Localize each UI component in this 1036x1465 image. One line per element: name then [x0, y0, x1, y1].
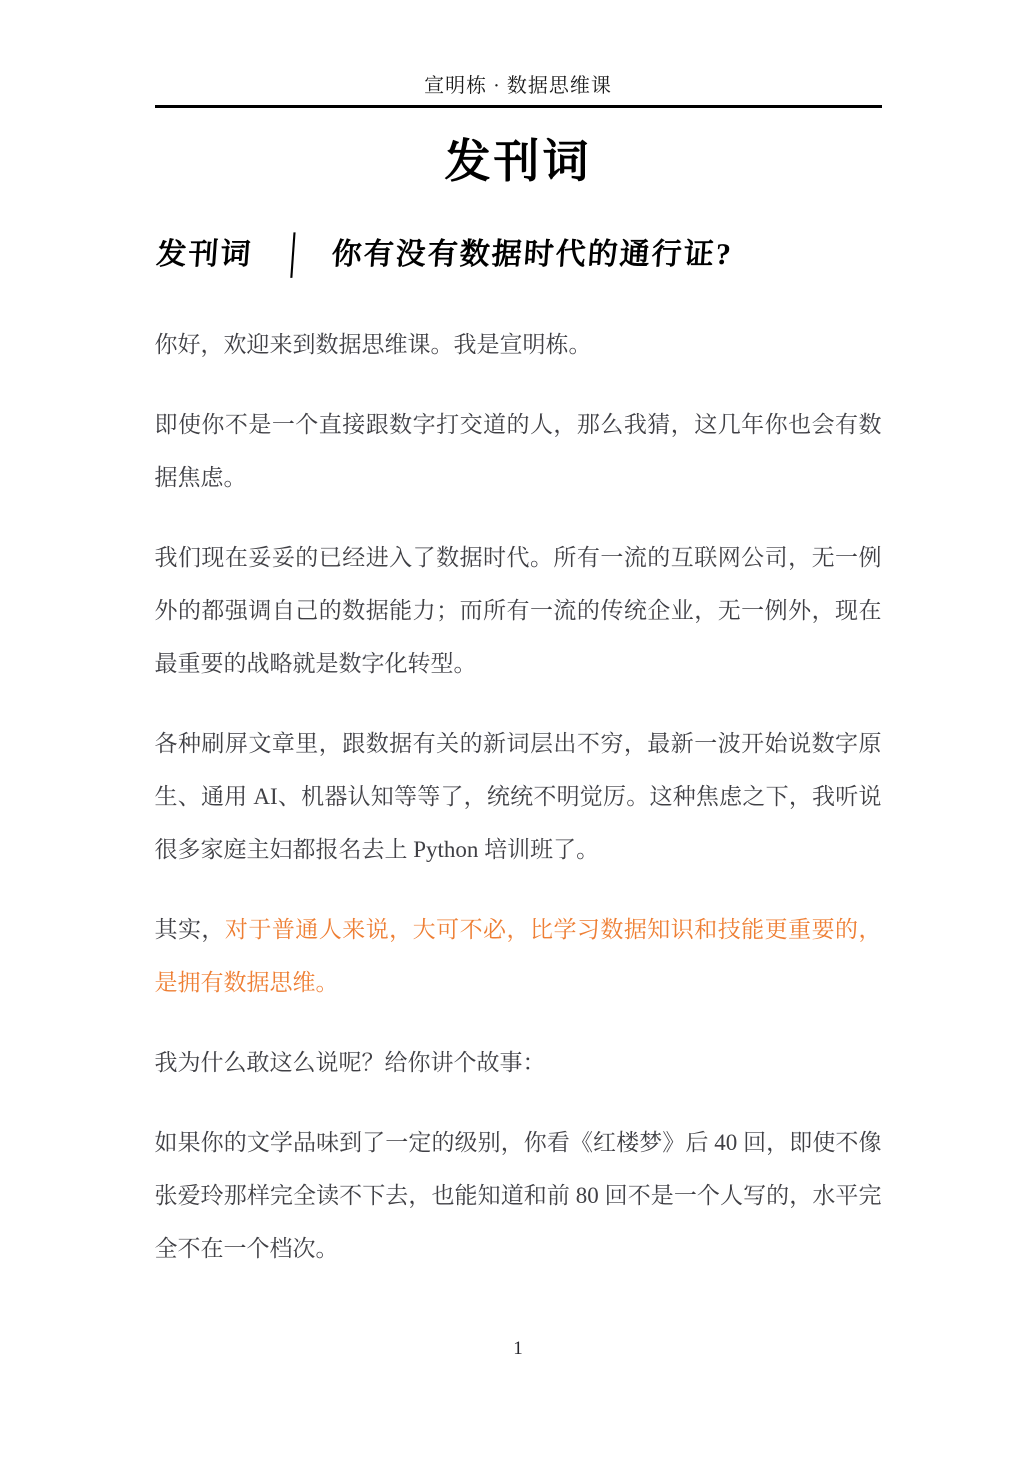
paragraph-5-highlighted-text: 对于普通人来说，大可不必，比学习数据知识和技能更重要的，是拥有数据思维。	[154, 917, 882, 995]
body-text	[155, 318, 882, 1275]
page-title: 发刊词	[444, 136, 592, 187]
section-heading-label: 发刊词	[154, 238, 254, 271]
paragraph-7: 如果你的文学品味到了一定的级别，你看《红楼梦》后 40 回，即使不像张爱玲那样完全读不下去，也能知道和前 80 回不是一个人写的，水平完全不在一个档次。	[154, 1130, 882, 1261]
paragraph-3: 我们现在妥妥的已经进入了数据时代。所有一流的互联网公司，无一例外的都强调自己的数据能力；而所有一流的传统企业，无一例外，现在最重要的战略就是数字化转型。	[154, 545, 882, 676]
page-content	[155, 136, 882, 1275]
section-heading-divider: │	[280, 233, 307, 275]
paragraph-6: 我为什么敢这么说呢？给你讲个故事：	[154, 1050, 546, 1075]
paragraph-4: 各种刷屏文章里，跟数据有关的新词层出不穷，最新一波开始说数字原生、通用 AI、机器认知等等了，统统不明觉厉。这种焦虑之下，我听说很多家庭主妇都报名去上 Python 培训班了。	[154, 731, 882, 862]
section-heading-question: 你有没有数据时代的通行证?	[329, 238, 734, 271]
paragraph-5	[155, 903, 882, 1009]
paragraph-5-prefix: 其实，	[154, 917, 225, 942]
paragraph-2: 即使你不是一个直接跟数字打交道的人，那么我猜，这几年你也会有数据焦虑。	[154, 412, 882, 490]
page-number: 1	[513, 1338, 523, 1359]
paragraph-1: 你好，欢迎来到数据思维课。我是宣明栋。	[154, 332, 592, 357]
header-rule	[155, 105, 882, 108]
section-heading	[154, 233, 885, 275]
running-header: 宣明栋 · 数据思维课	[424, 75, 612, 97]
